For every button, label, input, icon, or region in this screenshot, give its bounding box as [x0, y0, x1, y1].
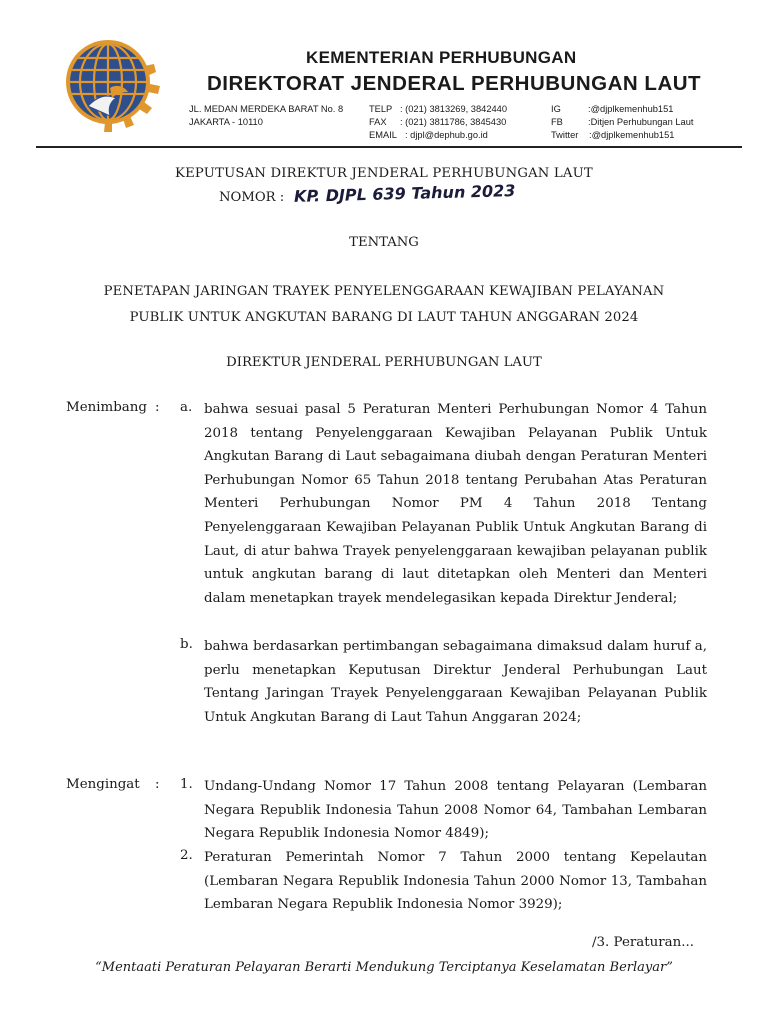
fax-value: : (021) 3811786, 3845430 [400, 117, 507, 127]
mengingat-item-2-text: Peraturan Pemerintah Nomor 7 Tahun 2000 tentang Kepelautan (Lembaran Negara Republik Indonesia Tahun 2000 Nomor 13, Tambahan Lembaran Negara Republik Indonesia Nomor 3929); [204, 850, 707, 913]
address-line-1: JL. MEDAN MERDEKA BARAT No. 8 [189, 104, 344, 114]
telp-value: : (021) 3813269, 3842440 [400, 104, 508, 114]
menimbang-item-b-marker: b. [180, 637, 193, 652]
menimbang-label: Menimbang [66, 400, 147, 415]
decree-title: KEPUTUSAN DIREKTUR JENDERAL PERHUBUNGAN LAUT [175, 166, 593, 181]
ig-label: IG [551, 104, 561, 114]
twitter-value: :@djplkemenhub151 [589, 130, 675, 140]
tentang-heading: TENTANG [349, 235, 419, 250]
mengingat-item-1-marker: 1. [180, 777, 193, 792]
mengingat-item-1-text: Undang-Undang Nomor 17 Tahun 2008 tentang Pelayaran (Lembaran Negara Republik Indonesia Tahun 2008 Nomor 64, Tambahan Lembaran Negara Republik Indonesia Nomor 4849); [204, 779, 707, 842]
menimbang-item-b-text: bahwa berdasarkan pertimbangan sebagaimana dimaksud dalam huruf a, perlu menetapkan Keputusan Direktur Jenderal Perhubungan Laut Tentang Jaringan Trayek Penyelenggaraan Kewajiban Pelayanan Publik Untuk Angkutan Barang di Laut Tahun Anggaran 2024; [204, 639, 707, 725]
directorate-name: DIREKTORAT JENDERAL PERHUBUNGAN LAUT [207, 72, 702, 95]
footer-motto: “Mentaati Peraturan Pelayaran Berarti Mendukung Terciptanya Keselamatan Berlayar” [95, 960, 673, 975]
twitter-label: Twitter [551, 130, 579, 140]
continuation-tag: /3. Peraturan... [592, 935, 695, 950]
ig-value: :@djplkemenhub151 [588, 104, 674, 114]
ministry-name: KEMENTERIAN PERHUBUNGAN [306, 48, 577, 67]
fb-label: FB [551, 117, 563, 127]
authority-heading: DIREKTUR JENDERAL PERHUBUNGAN LAUT [226, 355, 542, 370]
letterhead-divider [36, 146, 742, 148]
menimbang-colon: : [155, 400, 160, 415]
ministry-emblem-icon [58, 36, 164, 136]
subject-line-1: PENETAPAN JARINGAN TRAYEK PENYELENGGARAAN KEWAJIBAN PELAYANAN [103, 284, 665, 299]
address-line-2: JAKARTA - 10110 [189, 117, 263, 127]
nomor-label: NOMOR : [219, 190, 285, 205]
email-label: EMAIL [369, 130, 397, 140]
telp-label: TELP [369, 104, 393, 114]
mengingat-label: Mengingat [66, 777, 140, 792]
fax-label: FAX [369, 117, 387, 127]
menimbang-item-a-text: bahwa sesuai pasal 5 Peraturan Menteri Perhubungan Nomor 4 Tahun 2018 tentang Penyelenggaraan Kewajiban Pelayanan Publik Untuk Angkutan Barang di Laut sebagaimana diubah dengan Peraturan Menteri Perhubungan Nomor 65 Tahun 2018 tentang Perubahan Atas Peraturan Menteri Perhubungan Nomor PM 4 Tahun 2018 Tentang Penyelenggaraan Kewajiban Pelayanan Publik Untuk Angkutan Barang di Laut, di atur bahwa Trayek penyelenggaraan kewajiban pelayanan publik untuk angkutan barang di laut ditetapkan oleh Menteri dan Menteri dalam menetapkan trayek mendelegasikan kepada Direktur Jenderal; [204, 402, 707, 606]
mengingat-item-2-marker: 2. [180, 848, 193, 863]
email-value: : djpl@dephub.go.id [405, 130, 488, 140]
subject-line-2: PUBLIK UNTUK ANGKUTAN BARANG DI LAUT TAHUN ANGGARAN 2024 [129, 310, 639, 325]
menimbang-item-a-marker: a. [180, 400, 193, 415]
nomor-handwritten-value: KP. DJPL 639 Tahun 2023 [293, 181, 516, 206]
mengingat-colon: : [155, 777, 160, 792]
fb-value: :Ditjen Perhubungan Laut [588, 117, 694, 127]
